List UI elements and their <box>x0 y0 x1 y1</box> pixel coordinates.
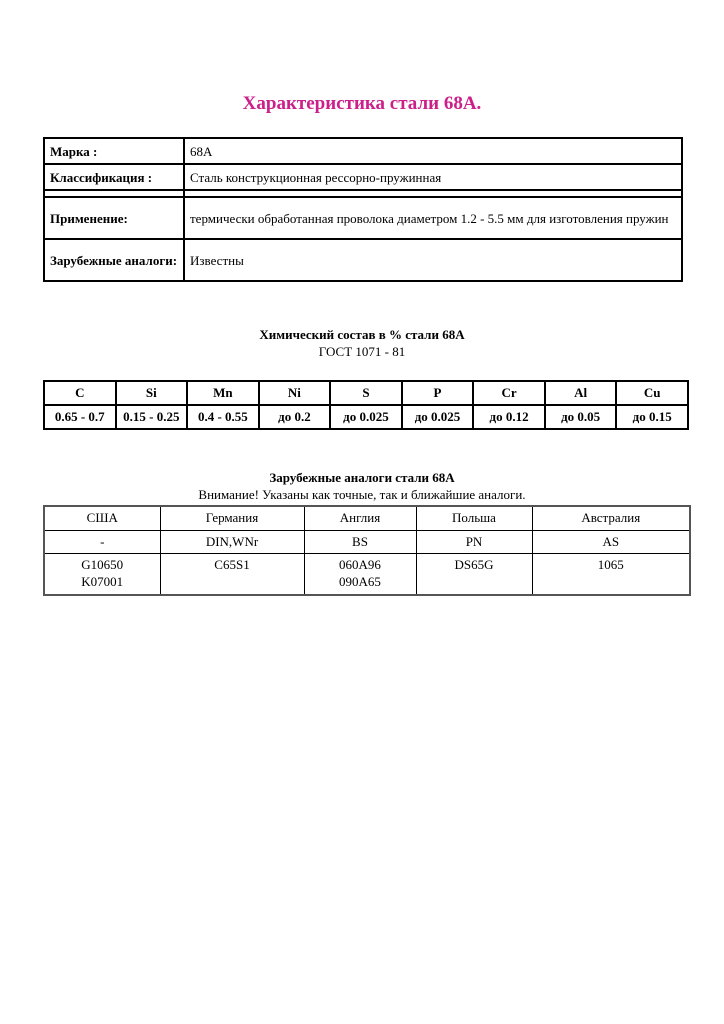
table-spacer-row <box>44 190 682 197</box>
element-header: Mn <box>187 381 259 405</box>
chemistry-table <box>43 380 689 430</box>
grade-cell <box>160 554 304 596</box>
element-value-row <box>44 405 688 429</box>
table-row <box>44 138 682 164</box>
grade-cell <box>416 554 532 596</box>
foreign-analogs-note: Внимание! Указаны как точные, так и ближайшие аналоги. <box>198 487 526 502</box>
country-row <box>44 506 690 531</box>
element-value: 0.15 - 0.25 <box>116 405 188 429</box>
element-value: до 0.2 <box>259 405 331 429</box>
country-cell: Германия <box>160 506 304 531</box>
grade-name: 1065 <box>597 557 624 572</box>
grade-name: 060A96 <box>339 557 381 572</box>
element-header: C <box>44 381 116 405</box>
analogs-label: Зарубежные аналоги: <box>44 239 184 281</box>
standard-cell: BS <box>304 531 416 554</box>
standard-cell: - <box>44 531 160 554</box>
element-header: Cr <box>473 381 545 405</box>
element-value: до 0.025 <box>402 405 474 429</box>
country-cell: Польша <box>416 506 532 531</box>
element-header: Si <box>116 381 188 405</box>
chemistry-standard: ГОСТ 1071 - 81 <box>318 344 406 359</box>
table-row <box>44 197 682 239</box>
grade-cell <box>532 554 690 596</box>
country-cell: Австралия <box>532 506 690 531</box>
element-header: Al <box>545 381 617 405</box>
grade-name: G10650 <box>81 557 124 572</box>
grade-name: C65S1 <box>214 557 250 572</box>
country-cell: Англия <box>304 506 416 531</box>
element-value: до 0.15 <box>616 405 688 429</box>
grade-name: DS65G <box>454 557 494 572</box>
grade-name: 090A65 <box>339 574 381 589</box>
element-header-row <box>44 381 688 405</box>
analogs-value: Известны <box>184 239 682 281</box>
element-value: 0.65 - 0.7 <box>44 405 116 429</box>
properties-table <box>43 137 683 282</box>
table-row <box>44 239 682 281</box>
foreign-analogs-title: Зарубежные аналоги стали 68А <box>269 470 455 485</box>
classification-value: Сталь конструкционная рессорно-пружинная <box>184 164 682 190</box>
application-value: термически обработанная проволока диаметром 1.2 - 5.5 мм для изготовления пружин <box>184 197 682 239</box>
element-value: до 0.025 <box>330 405 402 429</box>
element-header: Cu <box>616 381 688 405</box>
element-value: до 0.05 <box>545 405 617 429</box>
grade-label: Марка : <box>44 138 184 164</box>
element-value: до 0.12 <box>473 405 545 429</box>
element-value: 0.4 - 0.55 <box>187 405 259 429</box>
standard-cell: AS <box>532 531 690 554</box>
country-cell: США <box>44 506 160 531</box>
classification-label: Классификация : <box>44 164 184 190</box>
grade-cell <box>44 554 160 596</box>
element-header: Ni <box>259 381 331 405</box>
element-header: P <box>402 381 474 405</box>
foreign-analogs-table <box>43 505 691 596</box>
standard-cell: DIN,WNr <box>160 531 304 554</box>
grade-name: K07001 <box>81 574 124 589</box>
grade-value: 68А <box>184 138 682 164</box>
application-label: Применение: <box>44 197 184 239</box>
grade-cell <box>304 554 416 596</box>
standard-cell: PN <box>416 531 532 554</box>
chemistry-title: Химический состав в % стали 68А <box>259 327 465 342</box>
grade-row <box>44 554 690 596</box>
page-title: Характеристика стали 68А. <box>242 93 482 114</box>
standard-row <box>44 531 690 554</box>
element-header: S <box>330 381 402 405</box>
table-row <box>44 164 682 190</box>
